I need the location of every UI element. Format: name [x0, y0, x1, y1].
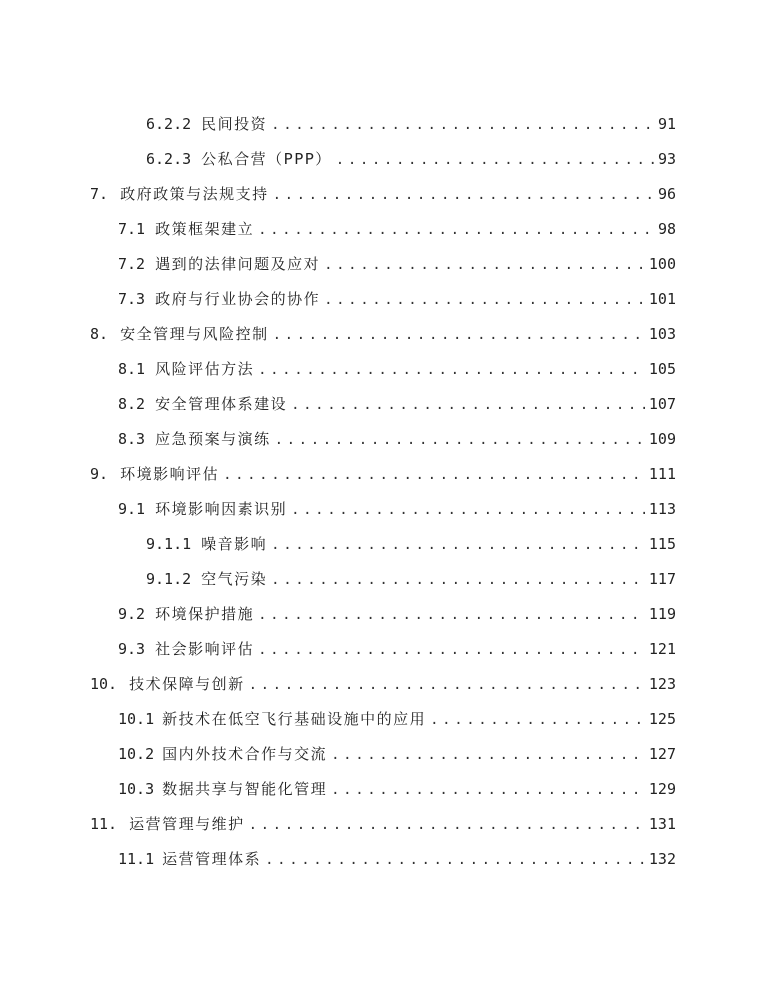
dot-leader — [258, 603, 645, 627]
toc-entry-title: 新技术在低空飞行基础设施中的应用 — [162, 710, 427, 728]
toc-entry-9-3[interactable] — [118, 637, 676, 661]
toc-entry-9-1-2[interactable] — [146, 567, 676, 591]
toc-entry-9[interactable] — [90, 462, 676, 486]
toc-entry-title: 环境影响因素识别 — [155, 500, 288, 518]
toc-entry-page: 107 — [648, 395, 676, 413]
toc-entry-11-1[interactable] — [118, 847, 676, 871]
toc-entry-title: 风险评估方法 — [155, 360, 255, 378]
toc-entry-10[interactable] — [90, 672, 676, 696]
toc-entry-title: 空气污染 — [201, 570, 268, 588]
dot-leader — [291, 393, 645, 417]
toc-entry-title: 环境保护措施 — [155, 605, 255, 623]
dot-leader — [324, 288, 645, 312]
dot-leader — [324, 253, 645, 277]
dot-leader — [271, 533, 645, 557]
toc-entry-page: 105 — [648, 360, 676, 378]
toc-entry-number: 8. — [90, 325, 109, 343]
toc-entry-page: 91 — [657, 115, 676, 133]
toc-entry-8-1[interactable] — [118, 357, 676, 381]
dot-leader — [249, 813, 645, 837]
dot-leader — [336, 148, 654, 172]
toc-entry-number: 9.3 — [118, 640, 146, 658]
toc-entry-page: 100 — [648, 255, 676, 273]
dot-leader — [271, 113, 654, 137]
toc-entry-9-2[interactable] — [118, 602, 676, 626]
toc-entry-page: 93 — [657, 150, 676, 168]
toc-entry-number: 8.1 — [118, 360, 146, 378]
toc-entry-number: 10.2 — [118, 745, 155, 763]
toc-entry-title: 技术保障与创新 — [129, 675, 245, 693]
toc-entry-title: 政府与行业协会的协作 — [155, 290, 321, 308]
toc-entry-page: 125 — [648, 710, 676, 728]
toc-entry-number: 8.3 — [118, 430, 146, 448]
toc-entry-page: 103 — [648, 325, 676, 343]
toc-entry-title: 运营管理体系 — [162, 850, 262, 868]
toc-entry-page: 127 — [648, 745, 676, 763]
toc-entry-number: 9. — [90, 465, 109, 483]
toc-entry-10-3[interactable] — [118, 777, 676, 801]
toc-entry-title: 噪音影响 — [201, 535, 268, 553]
toc-entry-number: 10.1 — [118, 710, 155, 728]
toc-entry-page: 115 — [648, 535, 676, 553]
toc-entry-9-1-1[interactable] — [146, 532, 676, 556]
toc-entry-number: 11. — [90, 815, 118, 833]
dot-leader — [291, 498, 645, 522]
toc-entry-title: 运营管理与维护 — [129, 815, 245, 833]
toc-entry-number: 8.2 — [118, 395, 146, 413]
dot-leader — [273, 183, 654, 207]
toc-entry-number: 7.3 — [118, 290, 146, 308]
toc-entry-title: 社会影响评估 — [155, 640, 255, 658]
toc-entry-title: 政策框架建立 — [155, 220, 255, 238]
dot-leader — [271, 568, 645, 592]
toc-entry-7-3[interactable] — [118, 287, 676, 311]
toc-entry-number: 9.2 — [118, 605, 146, 623]
dot-leader — [331, 778, 645, 802]
toc-entry-6-2-2[interactable] — [146, 112, 676, 136]
toc-entry-page: 111 — [648, 465, 676, 483]
toc-entry-11[interactable] — [90, 812, 676, 836]
toc-entry-8-2[interactable] — [118, 392, 676, 416]
toc-entry-page: 96 — [657, 185, 676, 203]
toc-entry-page: 113 — [648, 500, 676, 518]
toc-entry-title: 遇到的法律问题及应对 — [155, 255, 321, 273]
toc-entry-title: 政府政策与法规支持 — [120, 185, 269, 203]
toc-entry-page: 117 — [648, 570, 676, 588]
toc-entry-page: 101 — [648, 290, 676, 308]
toc-entry-page: 132 — [648, 850, 676, 868]
toc-entry-title: 民间投资 — [201, 115, 268, 133]
toc-entry-7[interactable] — [90, 182, 676, 206]
toc-entry-9-1[interactable] — [118, 497, 676, 521]
toc-entry-number: 10. — [90, 675, 118, 693]
dot-leader — [273, 323, 645, 347]
toc-entry-number: 7.1 — [118, 220, 146, 238]
toc-entry-title: 环境影响评估 — [120, 465, 220, 483]
toc-entry-page: 123 — [648, 675, 676, 693]
toc-entry-10-1[interactable] — [118, 707, 676, 731]
dot-leader — [275, 428, 645, 452]
toc-entry-number: 6.2.2 — [146, 115, 192, 133]
toc-entry-number: 9.1.1 — [146, 535, 192, 553]
toc-entry-6-2-3[interactable] — [146, 147, 676, 171]
toc-entry-number: 7.2 — [118, 255, 146, 273]
toc-entry-title: 安全管理体系建设 — [155, 395, 288, 413]
toc-entry-8-3[interactable] — [118, 427, 676, 451]
toc-entry-page: 119 — [648, 605, 676, 623]
toc-entry-number: 10.3 — [118, 780, 155, 798]
toc-entry-page: 121 — [648, 640, 676, 658]
dot-leader — [258, 218, 654, 242]
toc-entry-number: 11.1 — [118, 850, 155, 868]
toc-entry-page: 129 — [648, 780, 676, 798]
dot-leader — [249, 673, 645, 697]
dot-leader — [258, 358, 645, 382]
toc-entry-title: 数据共享与智能化管理 — [162, 780, 328, 798]
toc-entry-title: 公私合营（PPP） — [201, 150, 332, 168]
toc-entry-page: 109 — [648, 430, 676, 448]
toc-entry-title: 安全管理与风险控制 — [120, 325, 269, 343]
dot-leader — [223, 463, 645, 487]
toc-entry-number: 7. — [90, 185, 109, 203]
dot-leader — [331, 743, 645, 767]
dot-leader — [430, 708, 645, 732]
toc-entry-page: 131 — [648, 815, 676, 833]
toc-entry-title: 国内外技术合作与交流 — [162, 745, 328, 763]
toc-entry-number: 9.1 — [118, 500, 146, 518]
toc-entry-7-1[interactable] — [118, 217, 676, 241]
toc-entry-10-2[interactable] — [118, 742, 676, 766]
dot-leader — [258, 638, 645, 662]
dot-leader — [265, 848, 645, 872]
toc-entry-number: 6.2.3 — [146, 150, 192, 168]
toc-entry-number: 9.1.2 — [146, 570, 192, 588]
toc-entry-7-2[interactable] — [118, 252, 676, 276]
toc-entry-page: 98 — [657, 220, 676, 238]
toc-entry-8[interactable] — [90, 322, 676, 346]
toc-entry-title: 应急预案与演练 — [155, 430, 271, 448]
